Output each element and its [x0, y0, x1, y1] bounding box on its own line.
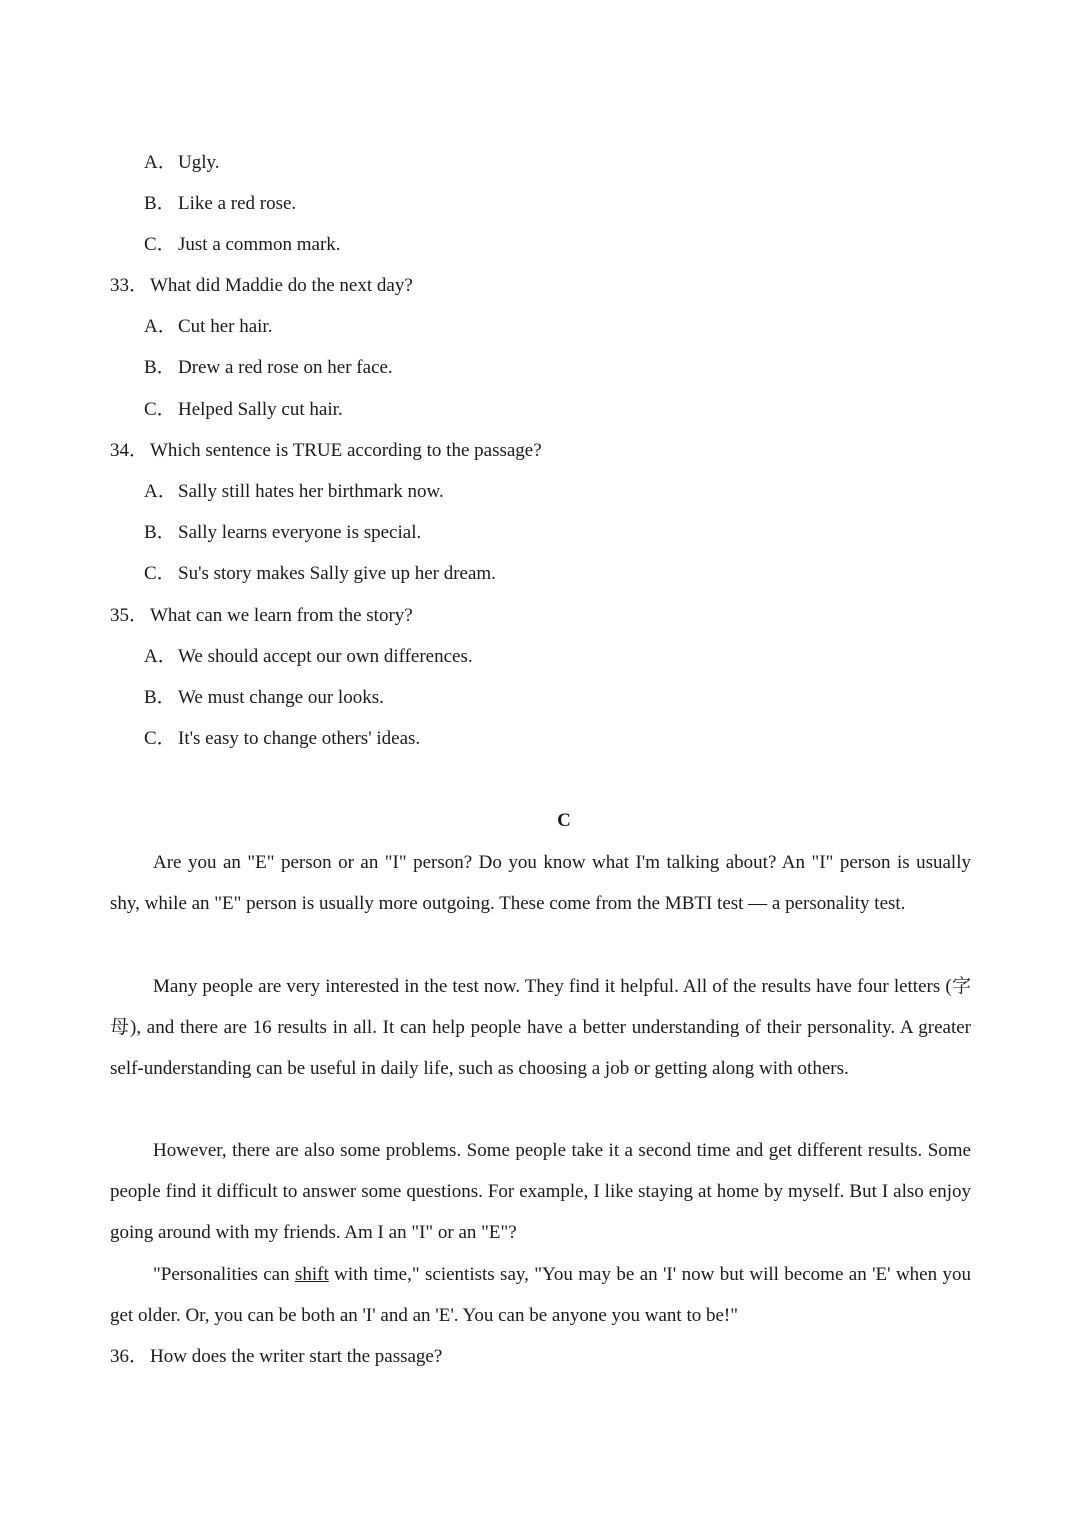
option-text: Su's story makes Sally give up her dream.	[178, 563, 496, 584]
question-text: What can we learn from the story?	[150, 605, 413, 626]
question-number: 34．	[110, 440, 149, 461]
option-letter: C．	[144, 399, 176, 420]
q32-option-b	[144, 191, 296, 217]
question-36	[110, 1344, 442, 1370]
question-number: 33．	[110, 275, 149, 296]
underlined-word: shift	[295, 1264, 329, 1285]
question-number: 35．	[110, 605, 149, 626]
option-text: Helped Sally cut hair.	[178, 399, 343, 420]
option-text: We must change our looks.	[178, 687, 384, 708]
question-33	[110, 273, 413, 299]
option-text: Drew a red rose on her face.	[178, 357, 393, 378]
option-text: Ugly.	[178, 152, 220, 173]
q32-option-a	[144, 150, 220, 176]
q35-option-c	[144, 726, 420, 752]
question-text: Which sentence is TRUE according to the passage?	[150, 440, 542, 461]
question-34	[110, 438, 542, 464]
option-letter: B．	[144, 193, 176, 214]
paragraph-text: "Personalities can	[153, 1264, 295, 1285]
option-text: Sally still hates her birthmark now.	[178, 481, 444, 502]
option-letter: A．	[144, 646, 177, 667]
option-text: It's easy to change others' ideas.	[178, 728, 421, 749]
question-text: What did Maddie do the next day?	[150, 275, 413, 296]
option-letter: C．	[144, 563, 176, 584]
option-text: Sally learns everyone is special.	[178, 522, 422, 543]
option-letter: B．	[144, 357, 176, 378]
q33-option-b	[144, 355, 393, 381]
option-letter: A．	[144, 481, 177, 502]
option-letter: C．	[144, 234, 176, 255]
option-text: Cut her hair.	[178, 316, 273, 337]
q35-option-a	[144, 644, 473, 670]
q34-option-b	[144, 520, 421, 546]
option-text: Like a red rose.	[178, 193, 297, 214]
option-letter: B．	[144, 522, 176, 543]
q34-option-a	[144, 479, 444, 505]
q33-option-c	[144, 397, 343, 423]
paragraph-text: with time," scientists say, "You may be an 'I' now but will become an 'E' when you get older. Or, you can be both an 'I' and an 'E'. You can be anyone you want to be!"	[110, 1264, 971, 1327]
question-35	[110, 603, 413, 629]
option-text: Just a common mark.	[178, 234, 341, 255]
section-title: C	[557, 810, 571, 831]
question-number: 36．	[110, 1346, 149, 1367]
q33-option-a	[144, 314, 272, 340]
passage-paragraph-3: However, there are also some problems. Some people take it a second time and get different results. Some people find it difficult to answer some questions. For example, I like staying at home by myself. But I also enjoy going around with my friends. Am I an "I" or an "E"?	[110, 1140, 971, 1244]
option-letter: A．	[144, 316, 177, 337]
passage-paragraph-1: Are you an "E" person or an "I" person? Do you know what I'm talking about? An "I" person is usually shy, while an "E" person is usually more outgoing. These come from the MBTI test — a personality test.	[110, 852, 971, 915]
q35-option-b	[144, 685, 384, 711]
option-letter: A．	[144, 152, 177, 173]
option-letter: B．	[144, 687, 176, 708]
question-text: How does the writer start the passage?	[150, 1346, 443, 1367]
q34-option-c	[144, 561, 496, 587]
option-letter: C．	[144, 728, 176, 749]
passage-paragraph-2: Many people are very interested in the test now. They find it helpful. All of the results have four letters (字母), and there are 16 results in all. It can help people have a better understanding of their personality. A greater self-understanding can be useful in daily life, such as choosing a job or getting along with others.	[110, 976, 971, 1080]
q32-option-c	[144, 232, 341, 258]
option-text: We should accept our own differences.	[178, 646, 473, 667]
passage-paragraph-4	[110, 1254, 971, 1336]
